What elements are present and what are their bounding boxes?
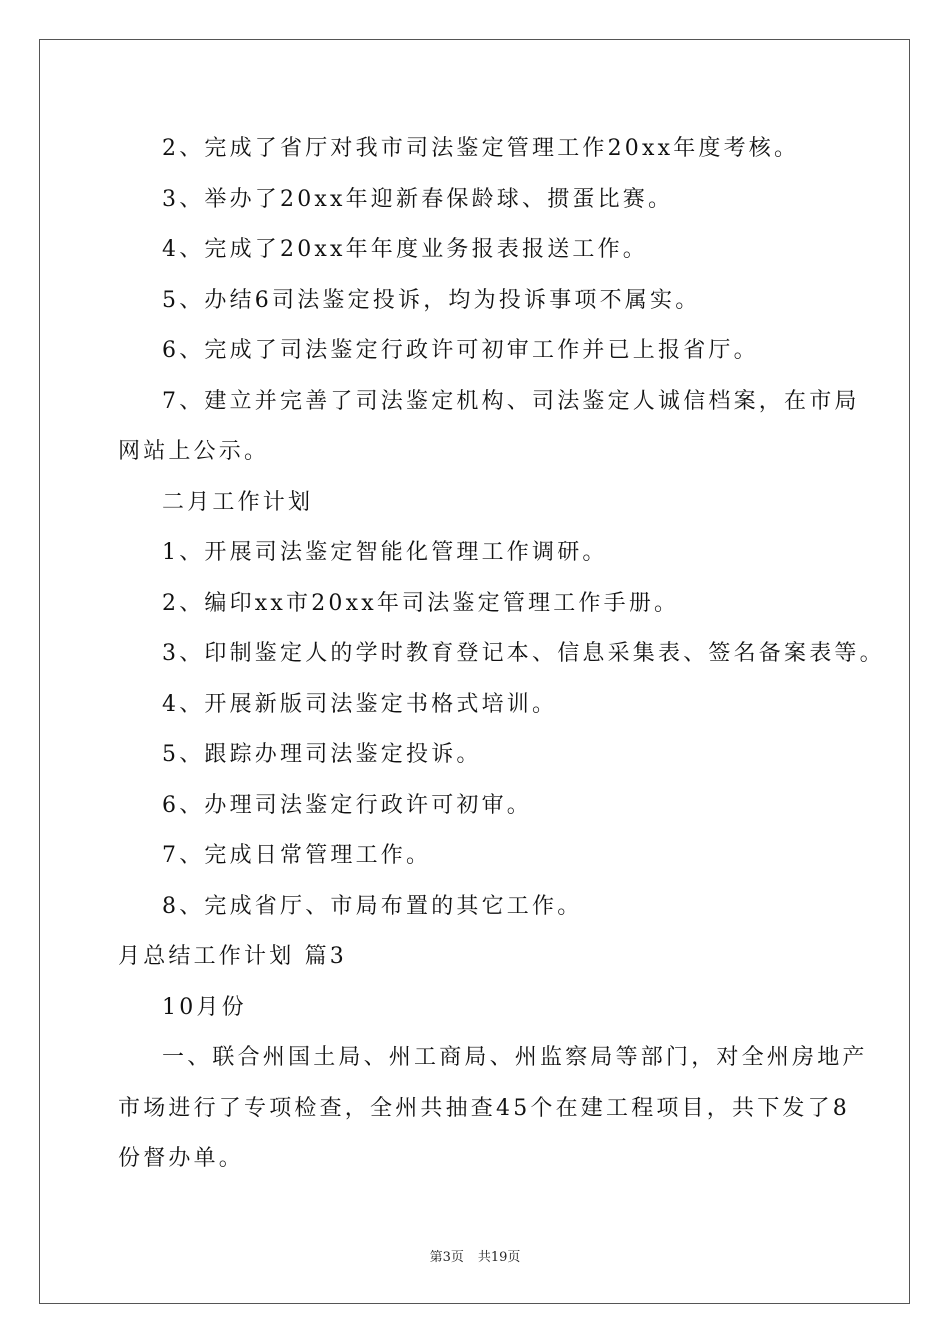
text-line: 8、完成省厅、市局布置的其它工作。	[162, 893, 583, 919]
article-title: 月总结工作计划 篇3	[118, 944, 347, 969]
text-line: 份督办单。	[118, 1146, 245, 1171]
text-line: 4、完成了20xx年年度业务报表报送工作。	[162, 237, 649, 262]
section-heading: 10月份	[162, 994, 247, 1020]
text-line: 4、开展新版司法鉴定书格式培训。	[162, 691, 558, 717]
text-line: 2、编印xx市20xx年司法鉴定管理工作手册。	[162, 590, 680, 616]
text-line: 6、完成了司法鉴定行政许可初审工作并已上报省厅。	[162, 338, 759, 363]
text-line: 1、开展司法鉴定智能化管理工作调研。	[162, 540, 608, 565]
document-body	[118, 124, 885, 1185]
text-line: 一、联合州国土局、州工商局、州监察局等部门，对全州房地产	[162, 1045, 868, 1070]
page-footer	[0, 1246, 950, 1265]
text-line: 网站上公示。	[118, 439, 270, 464]
text-line: 3、举办了20xx年迎新春保龄球、掼蛋比赛。	[162, 186, 674, 212]
text-line: 2、完成了省厅对我市司法鉴定管理工作20xx年度考核。	[162, 136, 800, 161]
text-line: 5、跟踪办理司法鉴定投诉。	[162, 742, 482, 767]
text-line: 3、印制鉴定人的学时教育登记本、信息采集表、签名备案表等。	[162, 641, 885, 666]
text-line: 6、办理司法鉴定行政许可初审。	[162, 792, 532, 818]
page-number: 第3页	[429, 1250, 464, 1265]
text-line: 7、建立并完善了司法鉴定机构、司法鉴定人诚信档案，在市局	[162, 388, 860, 414]
section-heading: 二月工作计划	[162, 489, 314, 515]
text-line: 7、完成日常管理工作。	[162, 843, 432, 868]
text-line: 5、办结6司法鉴定投诉，均为投诉事项不属实。	[162, 287, 701, 313]
page-total: 共19页	[477, 1250, 521, 1265]
text-line: 市场进行了专项检查，全州共抽查45个在建工程项目，共下发了8	[118, 1095, 850, 1121]
